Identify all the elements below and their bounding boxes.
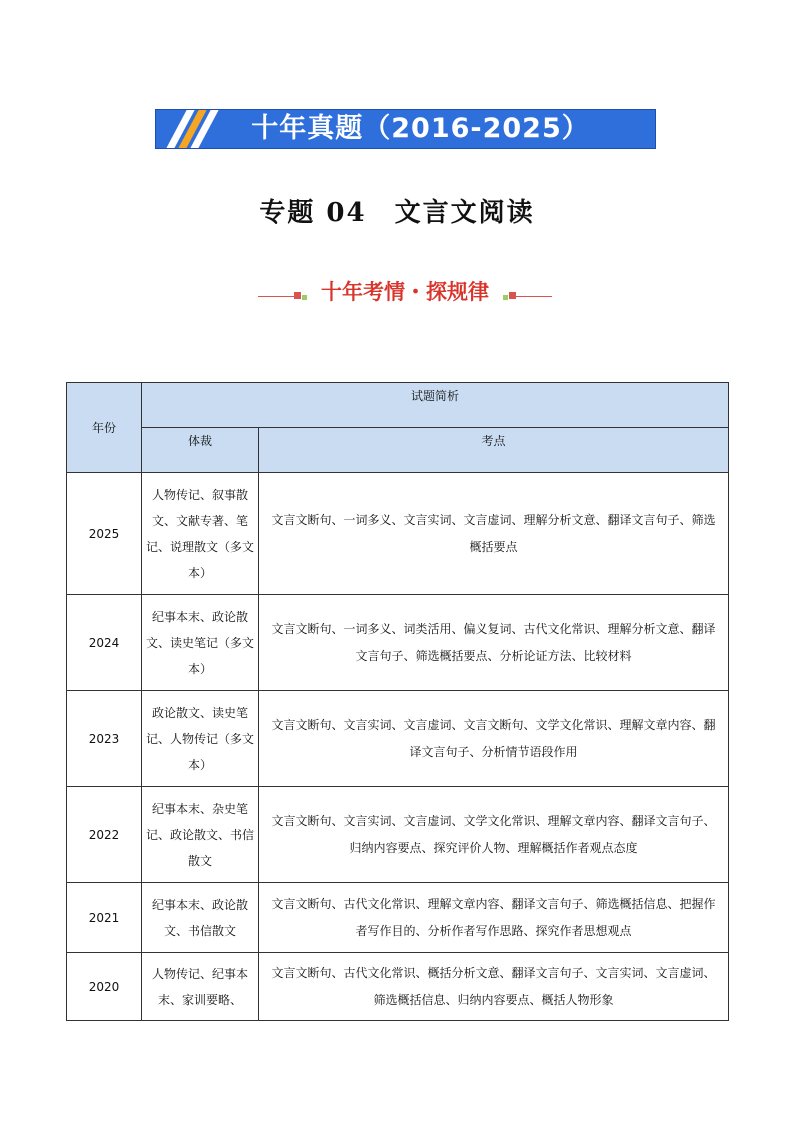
table-row <box>67 473 729 595</box>
genre-cell: 纪事本末、政论散文、读史笔记（多文本） <box>142 595 259 691</box>
points-cell: 文言文断句、古代文化常识、理解文章内容、翻译文言句子、筛选概括信息、把握作者写作目的、分析作者写作思路、探究作者思想观点 <box>259 883 729 953</box>
genre-cell: 政论散文、读史笔记、人物传记（多文本） <box>142 691 259 787</box>
banner-title: 十年真题（2016-2025） <box>251 113 590 144</box>
points-cell: 文言文断句、古代文化常识、概括分析文意、翻译文言句子、文言实词、文言虚词、筛选概括信息、归纳内容要点、概括人物形象 <box>259 953 729 1021</box>
section-title: 十年考情・探规律 <box>321 280 489 304</box>
decor-square <box>503 295 508 300</box>
table-row <box>67 953 729 1021</box>
table-row <box>67 595 729 691</box>
points-cell: 文言文断句、一词多义、文言实词、文言虚词、理解分析文意、翻译文言句子、筛选概括要点 <box>259 473 729 595</box>
genre-cell: 纪事本末、政论散文、书信散文 <box>142 883 259 953</box>
genre-cell: 纪事本末、杂史笔记、政论散文、书信散文 <box>142 787 259 883</box>
title-banner <box>155 109 656 149</box>
year-cell: 2020 <box>67 953 142 1021</box>
header-points: 考点 <box>259 428 729 473</box>
exam-table <box>66 382 729 1021</box>
table-row <box>67 883 729 953</box>
year-cell: 2024 <box>67 595 142 691</box>
genre-cell: 人物传记、叙事散文、文献专著、笔记、说理散文（多文本） <box>142 473 259 595</box>
year-cell: 2023 <box>67 691 142 787</box>
table-row <box>67 787 729 883</box>
year-cell: 2025 <box>67 473 142 595</box>
section-heading <box>258 276 552 306</box>
table-row <box>67 691 729 787</box>
header-year: 年份 <box>67 383 142 473</box>
year-cell: 2022 <box>67 787 142 883</box>
decor-square <box>509 292 516 299</box>
header-genre: 体裁 <box>142 428 259 473</box>
genre-cell: 人物传记、纪事本末、家训要略、 <box>142 953 259 1021</box>
topic-heading: 专题 04 文言文阅读 <box>259 198 535 228</box>
points-cell: 文言文断句、文言实词、文言虚词、文学文化常识、理解文章内容、翻译文言句子、归纳内容要点、探究评价人物、理解概括作者观点态度 <box>259 787 729 883</box>
points-cell: 文言文断句、一词多义、词类活用、偏义复词、古代文化常识、理解分析文意、翻译文言句子、筛选概括要点、分析论证方法、比较材料 <box>259 595 729 691</box>
points-cell: 文言文断句、文言实词、文言虚词、文言文断句、文学文化常识、理解文章内容、翻译文言句子、分析情节语段作用 <box>259 691 729 787</box>
decor-line <box>516 296 552 297</box>
header-group: 试题简析 <box>142 383 729 428</box>
year-cell: 2021 <box>67 883 142 953</box>
